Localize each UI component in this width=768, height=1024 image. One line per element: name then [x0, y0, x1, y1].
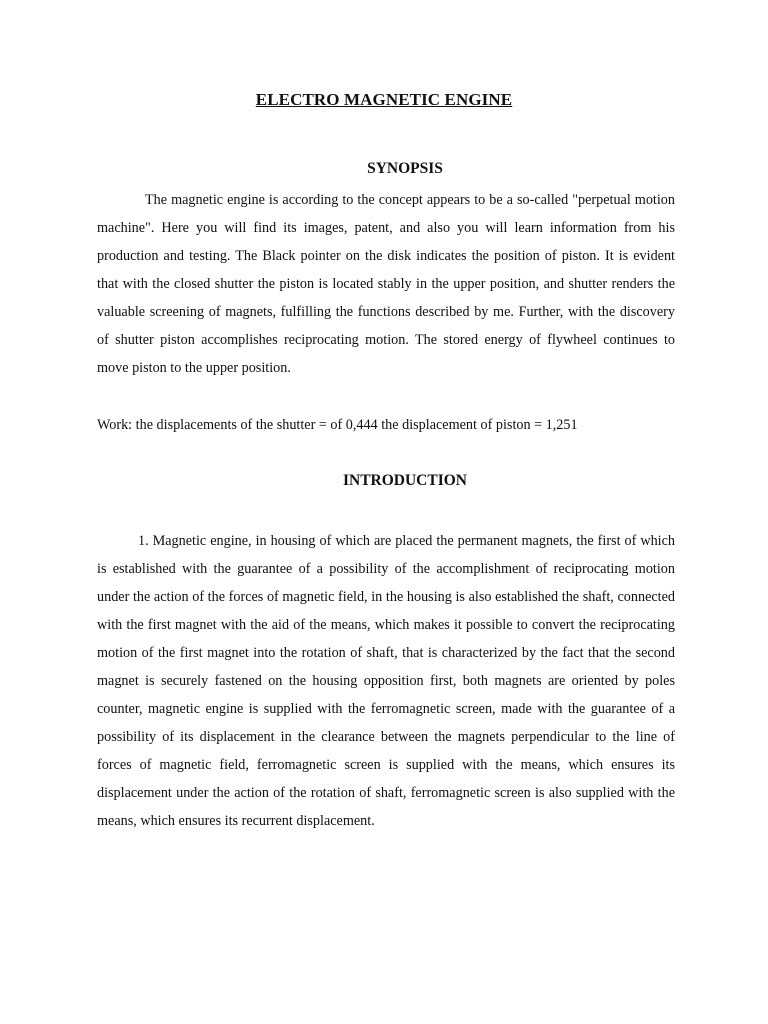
introduction-heading: INTRODUCTION	[342, 472, 467, 489]
work-line: Work: the displacements of the shutter = of 0,444 the displacement of piston = 1,251	[97, 417, 578, 433]
document-title: ELECTRO MAGNETIC ENGINE	[255, 90, 513, 109]
synopsis-paragraph: The magnetic engine is according to the concept appears to be a so-called "perpetual motion machine". Here you will find its images, patent, and also you will learn information from his production and testing. The Black pointer on the disk indicates the position of piston. It is evident that with the closed shutter the piston is located stably in the upper position, and shutter renders the valuable screening of magnets, fulfilling the functions described by me. Further, with the discovery of shutter piston accomplishes reciprocating motion. The stored energy of flywheel continues to move piston to the upper position.	[97, 192, 675, 376]
synopsis-heading: SYNOPSIS	[367, 160, 443, 177]
introduction-paragraph: 1. Magnetic engine, in housing of which are placed the permanent magnets, the first of which is established with the guarantee of a possibility of the accomplishment of reciprocating motion under the action of the forces of magnetic field, in the housing is also established the shaft, connected with the first magnet with the aid of the means, which makes it possible to convert the reciprocating motion of the first magnet into the rotation of shaft, that is characterized by the fact that the second magnet is securely fastened on the housing opposition first, both magnets are oriented by poles counter, magnetic engine is supplied with the ferromagnetic screen, made with the guarantee of a possibility of its displacement in the clearance between the magnets perpendicular to the line of forces of magnetic field, ferromagnetic screen is supplied with the means, which ensures its displacement under the action of the rotation of shaft, ferromagnetic screen is also supplied with the means, which ensures its recurrent displacement.	[97, 533, 675, 829]
